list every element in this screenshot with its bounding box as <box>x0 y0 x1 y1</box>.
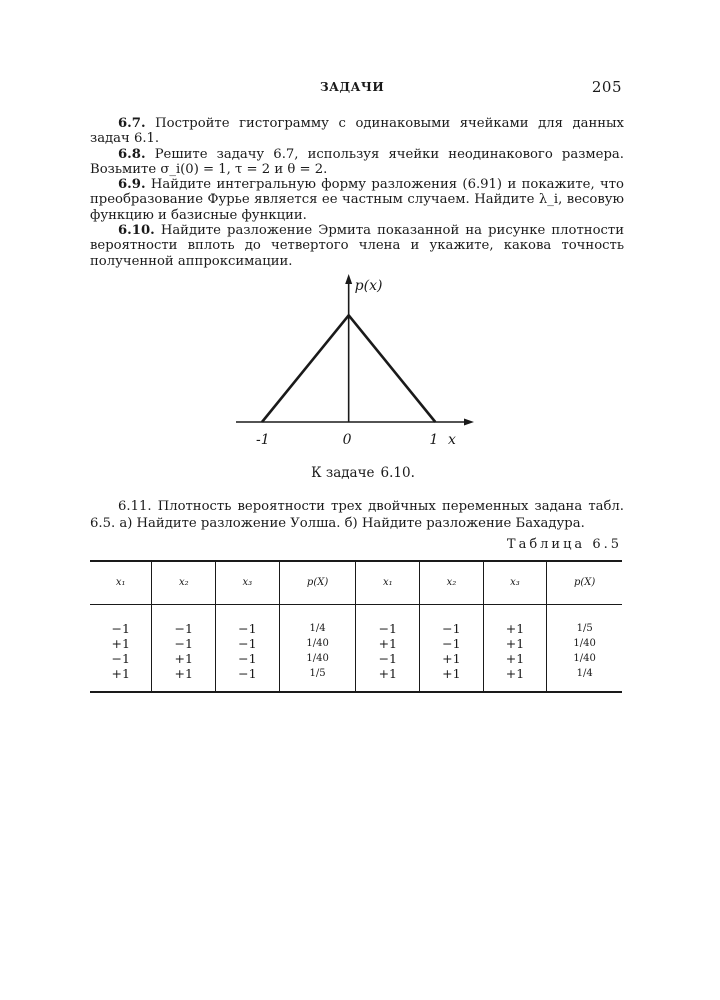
table-cell: −1 <box>238 635 257 651</box>
table-cell: 1/5 <box>576 622 593 634</box>
problem-text: Решите задачу 6.7, используя ячейки неодинакового размера. Возьмите σ_i(0) = 1, τ = 2 и θ = 2. <box>90 146 624 177</box>
table-cell: 1/40 <box>306 652 329 664</box>
table-column-cell <box>279 604 356 692</box>
problem-number: 6.11. <box>118 499 152 514</box>
header-cell: x₂ <box>420 561 484 604</box>
table-cell: −1 <box>111 650 130 666</box>
table-column-cell <box>420 604 484 692</box>
figure-caption <box>0 465 720 481</box>
figure-triangular-density <box>228 272 478 452</box>
table-column-cell <box>547 604 622 692</box>
table-cell: −1 <box>378 620 397 636</box>
table-cell: +1 <box>111 665 130 681</box>
problem-6-7 <box>90 116 624 147</box>
page-number: 205 <box>591 78 622 96</box>
header-cell: x₁ <box>356 561 420 604</box>
table-cell: −1 <box>238 620 257 636</box>
header-cell: x₃ <box>483 561 547 604</box>
x-tick-label: 0 <box>342 432 352 448</box>
table-cell: +1 <box>174 665 193 681</box>
table-cell: −1 <box>111 620 130 636</box>
x-axis-arrow <box>464 419 474 426</box>
problem-text: Найдите разложение Эрмита показанной на рисунке плотности вероятности вплоть до четвертого члена и укажите, какова точность полученной аппроксимации. <box>90 223 624 269</box>
y-axis-arrow <box>345 274 352 284</box>
table-body-row <box>90 604 622 692</box>
x-axis-label: x <box>448 432 456 448</box>
x-tick-label: 1 <box>429 432 439 448</box>
table-cell: −1 <box>174 620 193 636</box>
table-cell: −1 <box>238 665 257 681</box>
running-title: ЗАДАЧИ <box>320 80 385 94</box>
table-cell: 1/40 <box>306 637 329 649</box>
y-axis-label: p(x) <box>354 278 383 294</box>
table-label: Таблица 6.5 <box>506 537 622 552</box>
table-cell: 1/5 <box>309 667 326 679</box>
table-column-cell <box>90 604 152 692</box>
table-cell: −1 <box>442 635 461 651</box>
table-cell: 1/40 <box>573 652 596 664</box>
table-cell: 1/40 <box>573 637 596 649</box>
table-column-cell <box>356 604 420 692</box>
table-cell: −1 <box>174 635 193 651</box>
density-plot <box>228 272 478 452</box>
table-cell: +1 <box>378 665 397 681</box>
table-cell: +1 <box>505 620 525 636</box>
table-column-cell <box>483 604 547 692</box>
table-cell: +1 <box>442 650 461 666</box>
table-column-cell <box>152 604 216 692</box>
table-cell: +1 <box>442 665 461 681</box>
problem-text: Найдите интегральную форму разложения (6.91) и покажите, что преобразование Фурье является ее частным случаем. Найдите λ_i, весовую функцию и базисные функции. <box>90 177 624 223</box>
table-cell: +1 <box>505 635 525 651</box>
header-cell: x₂ <box>152 561 216 604</box>
table-cell: 1/4 <box>309 622 326 634</box>
problem-number: 6.9. <box>118 177 146 193</box>
problem-number: 6.8. <box>118 146 146 162</box>
table-cell: −1 <box>378 650 397 666</box>
problem-6-10 <box>90 223 624 269</box>
table-cell: +1 <box>505 665 525 681</box>
problem-number: 6.7. <box>118 116 146 131</box>
problem-6-11 <box>90 498 624 532</box>
probability-table <box>90 560 622 693</box>
caption-ref: 6.10. <box>380 465 415 481</box>
table-header-row <box>90 561 622 604</box>
table-cell: 1/4 <box>576 667 593 679</box>
table-cell: +1 <box>111 635 130 651</box>
table-cell: −1 <box>442 620 461 636</box>
problems-list <box>90 116 624 269</box>
table-cell: +1 <box>505 650 525 666</box>
problem-text: Постройте гистограмму с одинаковыми ячейками для данных задач 6.1. <box>90 116 624 147</box>
table-column-cell <box>216 604 280 692</box>
table-cell: −1 <box>238 650 257 666</box>
table-6-5 <box>90 560 622 693</box>
problem-number: 6.10. <box>118 223 155 239</box>
problem-text: Плотность вероятности трех двойчных переменных задана табл. 6.5. а) Найдите разложение Уолша. б) Найдите разложение Бахадура. <box>90 499 624 531</box>
caption-prefix: К задаче <box>311 465 375 481</box>
header-cell: x₁ <box>90 561 152 604</box>
header-cell: p(X) <box>279 561 356 604</box>
problem-6-9 <box>90 177 624 223</box>
x-tick-label: -1 <box>256 432 270 448</box>
table-cell: +1 <box>378 635 397 651</box>
header-cell: p(X) <box>547 561 622 604</box>
problem-6-8 <box>90 147 624 178</box>
table-cell: +1 <box>174 650 193 666</box>
header-cell: x₃ <box>216 561 280 604</box>
